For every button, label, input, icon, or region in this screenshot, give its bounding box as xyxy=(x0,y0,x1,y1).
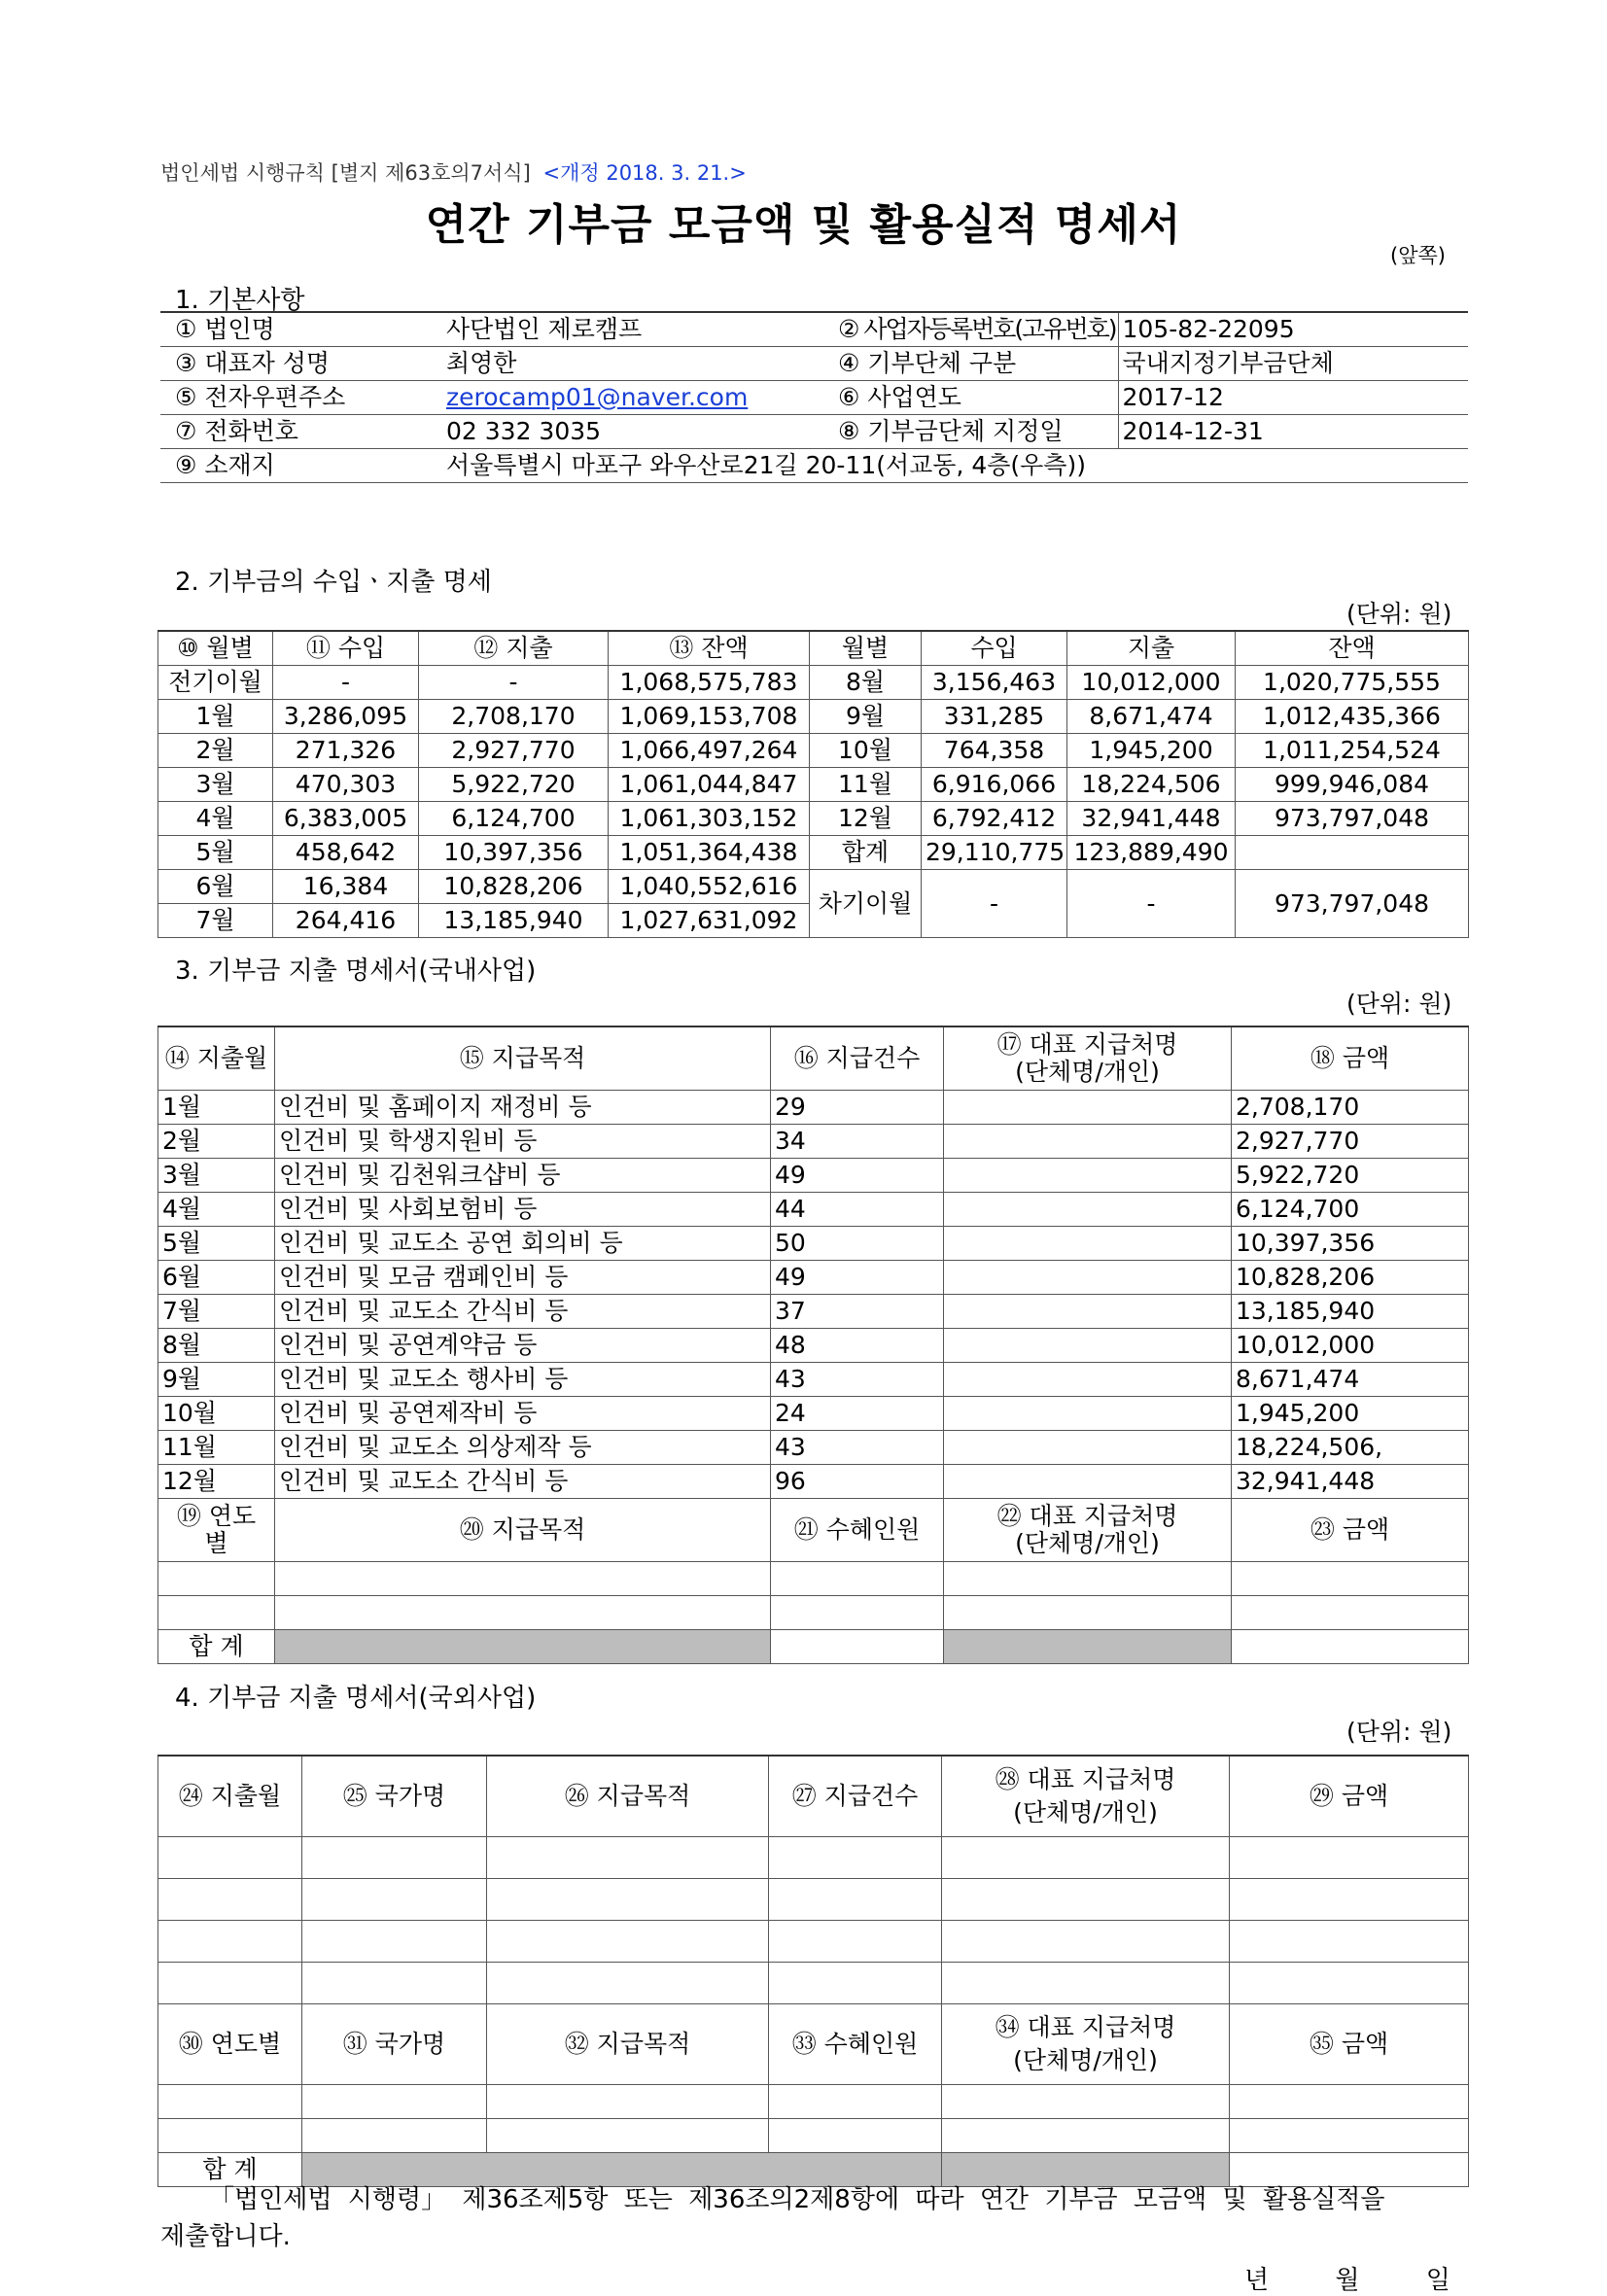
empty-cell xyxy=(1230,1837,1469,1879)
header-cell: ㉔ 지출월 xyxy=(158,1756,302,1837)
empty-cell xyxy=(487,1921,769,1963)
expense-amount: 2,708,170 xyxy=(419,700,609,734)
empty-cell xyxy=(769,2085,942,2119)
empty-cell xyxy=(302,1879,487,1921)
income-month: 8월 xyxy=(810,666,922,700)
domestic-amount: 13,185,940 xyxy=(1232,1295,1469,1329)
income-amount: 331,285 xyxy=(922,700,1067,734)
basic-row xyxy=(160,449,1468,483)
empty-cell xyxy=(302,2119,487,2153)
section-overseas-title: 4. 기부금 지출 명세서(국외사업) xyxy=(175,1684,537,1713)
value-representative: 최영한 xyxy=(442,347,826,381)
income-row xyxy=(158,768,1469,802)
income-month: 합계 xyxy=(810,836,922,870)
header-recipient-line1: ㉘ 대표 지급처명 xyxy=(995,1765,1176,1793)
domestic-recipient xyxy=(944,1363,1232,1397)
domestic-recipient xyxy=(944,1261,1232,1295)
form-ref-text: 법인세법 시행규칙 [별지 제63호의7서식] xyxy=(160,161,531,185)
balance-amount: 1,012,435,366 xyxy=(1236,700,1469,734)
empty-cell xyxy=(158,1837,302,1879)
income-month: 9월 xyxy=(810,700,922,734)
value-designation-date: 2014-12-31 xyxy=(1118,415,1468,449)
income-header-cell: 지출 xyxy=(1067,631,1236,666)
revision-note: <개정 2018. 3. 21.> xyxy=(542,161,747,185)
domestic-recipient xyxy=(944,1431,1232,1465)
empty-cell xyxy=(158,1596,275,1630)
income-month: 12월 xyxy=(810,802,922,836)
domestic-purpose: 인건비 및 사회보험비 등 xyxy=(275,1193,771,1227)
expense-amount: 10,397,356 xyxy=(419,836,609,870)
header-amount: ㉓ 금액 xyxy=(1232,1499,1469,1562)
income-amount: 6,916,066 xyxy=(922,768,1067,802)
header-purpose: ⑮ 지급목적 xyxy=(275,1026,771,1091)
domestic-recipient xyxy=(944,1329,1232,1363)
header-recipient xyxy=(942,2004,1230,2085)
empty-cell xyxy=(487,2085,769,2119)
empty-cell xyxy=(1230,1921,1469,1963)
header-expense-month: ⑭ 지출월 xyxy=(158,1026,275,1091)
domestic-purpose: 인건비 및 교도소 간식비 등 xyxy=(275,1295,771,1329)
expense-amount: 13,185,940 xyxy=(419,904,609,938)
form-reference xyxy=(160,157,747,187)
value-fiscal-year: 2017-12 xyxy=(1118,381,1468,415)
domestic-month: 3월 xyxy=(158,1159,275,1193)
expense-amount: 123,889,490 xyxy=(1067,836,1236,870)
domestic-recipient xyxy=(944,1091,1232,1125)
domestic-month: 2월 xyxy=(158,1125,275,1159)
empty-cell xyxy=(487,1963,769,2004)
overseas-empty-row xyxy=(158,2119,1469,2153)
domestic-amount: 10,828,206 xyxy=(1232,1261,1469,1295)
domestic-amount: 2,927,770 xyxy=(1232,1125,1469,1159)
empty-cell xyxy=(275,1562,771,1596)
header-amount: ⑱ 금액 xyxy=(1232,1026,1469,1091)
expense-amount: 6,124,700 xyxy=(419,802,609,836)
domestic-count: 50 xyxy=(771,1227,944,1261)
total-cell xyxy=(771,1630,944,1664)
label-email: ⑤ 전자우편주소 xyxy=(160,381,442,415)
basic-row xyxy=(160,415,1468,449)
header-recipient-line2: (단체명/개인) xyxy=(1013,2046,1158,2074)
email-link[interactable]: zerocamp01@naver.com xyxy=(446,383,749,411)
income-amount: 764,358 xyxy=(922,734,1067,768)
domestic-purpose: 인건비 및 공연계약금 등 xyxy=(275,1329,771,1363)
income-header-cell: ⑬ 잔액 xyxy=(609,631,810,666)
overseas-header2-row xyxy=(158,2004,1469,2085)
header-recipient xyxy=(944,1499,1232,1562)
empty-cell xyxy=(302,1837,487,1879)
header-cell: ㉙ 금액 xyxy=(1230,1756,1469,1837)
domestic-empty-row xyxy=(158,1562,1469,1596)
domestic-month: 5월 xyxy=(158,1227,275,1261)
balance-amount: 973,797,048 xyxy=(1236,802,1469,836)
income-amount: 29,110,775 xyxy=(922,836,1067,870)
domestic-count: 29 xyxy=(771,1091,944,1125)
label-representative: ③ 대표자 성명 xyxy=(160,347,442,381)
empty-cell xyxy=(158,2085,302,2119)
domestic-month: 6월 xyxy=(158,1261,275,1295)
header-cell: ㉗ 지급건수 xyxy=(769,1756,942,1837)
domestic-month: 4월 xyxy=(158,1193,275,1227)
income-month: 6월 xyxy=(158,870,273,904)
header-cell: ㉝ 수혜인원 xyxy=(769,2004,942,2085)
overseas-empty-row xyxy=(158,1837,1469,1879)
empty-cell xyxy=(942,1879,1230,1921)
income-amount: 16,384 xyxy=(273,870,419,904)
empty-cell xyxy=(487,1879,769,1921)
overseas-empty-row xyxy=(158,1879,1469,1921)
domestic-amount: 5,922,720 xyxy=(1232,1159,1469,1193)
domestic-row xyxy=(158,1397,1469,1431)
value-corp-name: 사단법인 제로캠프 xyxy=(442,312,826,347)
empty-cell xyxy=(769,1879,942,1921)
income-month: 7월 xyxy=(158,904,273,938)
domestic-amount: 2,708,170 xyxy=(1232,1091,1469,1125)
empty-cell xyxy=(302,1963,487,2004)
domestic-purpose: 인건비 및 홈페이지 재정비 등 xyxy=(275,1091,771,1125)
empty-cell xyxy=(487,2119,769,2153)
domestic-purpose: 인건비 및 교도소 공연 회의비 등 xyxy=(275,1227,771,1261)
domestic-month: 7월 xyxy=(158,1295,275,1329)
expense-amount: 5,922,720 xyxy=(419,768,609,802)
value-org-type: 국내지정기부금단체 xyxy=(1118,347,1468,381)
domestic-row xyxy=(158,1125,1469,1159)
domestic-row xyxy=(158,1159,1469,1193)
domestic-month: 12월 xyxy=(158,1465,275,1499)
balance-amount: 1,061,044,847 xyxy=(609,768,810,802)
expense-amount: - xyxy=(419,666,609,700)
section-income-title: 2. 기부금의 수입ㆍ지출 명세 xyxy=(175,568,492,597)
header-year-line1: ⑲ 연도 xyxy=(176,1502,257,1530)
income-header-cell: ⑫ 지출 xyxy=(419,631,609,666)
domestic-count: 34 xyxy=(771,1125,944,1159)
income-month: 전기이월 xyxy=(158,666,273,700)
expense-amount: 10,012,000 xyxy=(1067,666,1236,700)
balance-amount: 1,027,631,092 xyxy=(609,904,810,938)
empty-cell xyxy=(158,1921,302,1963)
income-month: 1월 xyxy=(158,700,273,734)
balance-amount: 1,040,552,616 xyxy=(609,870,810,904)
domestic-amount: 6,124,700 xyxy=(1232,1193,1469,1227)
empty-cell xyxy=(769,1963,942,2004)
income-month: 4월 xyxy=(158,802,273,836)
domestic-empty-row xyxy=(158,1596,1469,1630)
empty-cell xyxy=(302,1921,487,1963)
domestic-amount: 10,397,356 xyxy=(1232,1227,1469,1261)
empty-cell xyxy=(942,1921,1230,1963)
domestic-row xyxy=(158,1227,1469,1261)
domestic-row xyxy=(158,1261,1469,1295)
empty-cell xyxy=(1232,1596,1469,1630)
domestic-recipient xyxy=(944,1159,1232,1193)
overseas-header-row xyxy=(158,1756,1469,1837)
domestic-count: 44 xyxy=(771,1193,944,1227)
total-gray-cell xyxy=(944,1630,1232,1664)
income-expense-table xyxy=(157,630,1469,938)
header-recipient-line2: (단체명/개인) xyxy=(1015,1058,1160,1086)
domestic-recipient xyxy=(944,1295,1232,1329)
carry-income: - xyxy=(922,870,1067,938)
basic-row xyxy=(160,312,1468,347)
balance-amount: 1,061,303,152 xyxy=(609,802,810,836)
value-address: 서울특별시 마포구 와우산로21길 20-11(서교동, 4층(우측)) xyxy=(442,449,1468,483)
empty-cell xyxy=(158,1562,275,1596)
income-amount: 458,642 xyxy=(273,836,419,870)
header-recipient-line1: ⑰ 대표 지급처명 xyxy=(996,1030,1178,1059)
domestic-month: 10월 xyxy=(158,1397,275,1431)
domestic-month: 1월 xyxy=(158,1091,275,1125)
domestic-header-row xyxy=(158,1026,1469,1091)
balance-amount xyxy=(1236,836,1469,870)
header-cell: ㉟ 금액 xyxy=(1230,2004,1469,2085)
expense-amount: 32,941,448 xyxy=(1067,802,1236,836)
section-domestic-title: 3. 기부금 지출 명세서(국내사업) xyxy=(175,957,537,986)
expense-amount: 2,927,770 xyxy=(419,734,609,768)
income-month: 11월 xyxy=(810,768,922,802)
empty-cell xyxy=(771,1596,944,1630)
income-row xyxy=(158,802,1469,836)
label-fiscal-year: ⑥ 사업연도 xyxy=(826,381,1118,415)
empty-cell xyxy=(158,2119,302,2153)
balance-amount: 1,020,775,555 xyxy=(1236,666,1469,700)
empty-cell xyxy=(302,2085,487,2119)
header-recipient-line2: (단체명/개인) xyxy=(1015,1529,1160,1557)
income-row xyxy=(158,734,1469,768)
income-month: 3월 xyxy=(158,768,273,802)
empty-cell xyxy=(1230,2085,1469,2119)
label-org-type: ④ 기부단체 구분 xyxy=(826,347,1118,381)
header-recipient-line1: ㉞ 대표 지급처명 xyxy=(995,2013,1176,2041)
income-month: 10월 xyxy=(810,734,922,768)
domestic-recipient xyxy=(944,1465,1232,1499)
expense-amount: 8,671,474 xyxy=(1067,700,1236,734)
domestic-row xyxy=(158,1465,1469,1499)
income-header-cell: ⑩ 월별 xyxy=(158,631,273,666)
income-header-cell: ⑪ 수입 xyxy=(273,631,419,666)
domestic-month: 8월 xyxy=(158,1329,275,1363)
page-title: 연간 기부금 모금액 및 활용실적 명세서 xyxy=(425,200,1182,250)
header-purpose: ⑳ 지급목적 xyxy=(275,1499,771,1562)
empty-cell xyxy=(158,1879,302,1921)
empty-cell xyxy=(1230,2119,1469,2153)
label-biz-number: ② 사업자등록번호(고유번호) xyxy=(826,312,1118,347)
submission-statement-2: 제출합니다. xyxy=(160,2222,291,2251)
header-recipient xyxy=(942,1756,1230,1837)
header-cell: ㉚ 연도별 xyxy=(158,2004,302,2085)
basic-row xyxy=(160,347,1468,381)
empty-cell xyxy=(275,1596,771,1630)
total-label: 합 계 xyxy=(158,1630,275,1664)
domestic-amount: 10,012,000 xyxy=(1232,1329,1469,1363)
empty-cell xyxy=(942,1963,1230,2004)
header-cell: ㉜ 지급목적 xyxy=(487,2004,769,2085)
income-row xyxy=(158,836,1469,870)
domestic-month: 11월 xyxy=(158,1431,275,1465)
domestic-amount: 8,671,474 xyxy=(1232,1363,1469,1397)
empty-cell xyxy=(942,2119,1230,2153)
domestic-purpose: 인건비 및 모금 캠페인비 등 xyxy=(275,1261,771,1295)
submission-statement xyxy=(209,2179,1385,2215)
value-email[interactable] xyxy=(442,381,826,415)
header-cell: ㉕ 국가명 xyxy=(302,1756,487,1837)
expense-amount: 18,224,506 xyxy=(1067,768,1236,802)
domestic-purpose: 인건비 및 김천워크샵비 등 xyxy=(275,1159,771,1193)
header-cell: ㉖ 지급목적 xyxy=(487,1756,769,1837)
empty-cell xyxy=(942,1837,1230,1879)
income-row xyxy=(158,870,1469,904)
header-cell: ㉛ 국가명 xyxy=(302,2004,487,2085)
domestic-count: 48 xyxy=(771,1329,944,1363)
domestic-count: 43 xyxy=(771,1431,944,1465)
total-gray-cell xyxy=(275,1630,771,1664)
domestic-unit: (단위: 원) xyxy=(1346,990,1452,1018)
empty-cell xyxy=(487,1837,769,1879)
income-header-cell: 수입 xyxy=(922,631,1067,666)
empty-cell xyxy=(158,1963,302,2004)
empty-cell xyxy=(1232,1562,1469,1596)
expense-amount: 1,945,200 xyxy=(1067,734,1236,768)
domestic-header2-row xyxy=(158,1499,1469,1562)
income-amount: 470,303 xyxy=(273,768,419,802)
domestic-row xyxy=(158,1193,1469,1227)
income-amount: 271,326 xyxy=(273,734,419,768)
total-label: 합 계 xyxy=(158,2153,302,2187)
income-amount: - xyxy=(273,666,419,700)
value-phone: 02 332 3035 xyxy=(442,415,826,449)
income-header-cell: 잔액 xyxy=(1236,631,1469,666)
income-header-cell: 월별 xyxy=(810,631,922,666)
empty-cell xyxy=(771,1562,944,1596)
header-year-line2: 별 xyxy=(204,1529,228,1557)
value-biz-number: 105-82-22095 xyxy=(1118,312,1468,347)
carry-expense: - xyxy=(1067,870,1236,938)
balance-amount: 999,946,084 xyxy=(1236,768,1469,802)
income-month: 5월 xyxy=(158,836,273,870)
balance-amount: 1,068,575,783 xyxy=(609,666,810,700)
empty-cell xyxy=(1230,1879,1469,1921)
balance-amount: 1,066,497,264 xyxy=(609,734,810,768)
page-side-label: (앞쪽) xyxy=(1390,244,1446,267)
balance-amount: 1,051,364,438 xyxy=(609,836,810,870)
balance-amount: 1,069,153,708 xyxy=(609,700,810,734)
income-amount: 264,416 xyxy=(273,904,419,938)
header-beneficiaries: ㉑ 수혜인원 xyxy=(771,1499,944,1562)
empty-cell xyxy=(769,1921,942,1963)
domestic-expense-table xyxy=(157,1026,1469,1664)
domestic-row xyxy=(158,1329,1469,1363)
income-row xyxy=(158,666,1469,700)
domestic-purpose: 인건비 및 교도소 의상제작 등 xyxy=(275,1431,771,1465)
domestic-count: 24 xyxy=(771,1397,944,1431)
basic-info-table xyxy=(160,311,1468,483)
label-address: ⑨ 소재지 xyxy=(160,449,442,483)
income-unit: (단위: 원) xyxy=(1346,600,1452,628)
domestic-recipient xyxy=(944,1397,1232,1431)
overseas-empty-row xyxy=(158,2085,1469,2119)
income-amount: 3,156,463 xyxy=(922,666,1067,700)
overseas-unit: (단위: 원) xyxy=(1346,1718,1452,1746)
domestic-count: 49 xyxy=(771,1159,944,1193)
domestic-row xyxy=(158,1363,1469,1397)
income-month: 2월 xyxy=(158,734,273,768)
domestic-month: 9월 xyxy=(158,1363,275,1397)
label-phone: ⑦ 전화번호 xyxy=(160,415,442,449)
header-recipient-line1: ㉒ 대표 지급처명 xyxy=(996,1502,1178,1530)
carry-balance: 973,797,048 xyxy=(1236,870,1469,938)
domestic-recipient xyxy=(944,1125,1232,1159)
domestic-row xyxy=(158,1431,1469,1465)
domestic-recipient xyxy=(944,1193,1232,1227)
overseas-empty-row xyxy=(158,1921,1469,1963)
domestic-count: 43 xyxy=(771,1363,944,1397)
domestic-purpose: 인건비 및 학생지원비 등 xyxy=(275,1125,771,1159)
income-header-row xyxy=(158,631,1469,666)
domestic-recipient xyxy=(944,1227,1232,1261)
domestic-amount: 1,945,200 xyxy=(1232,1397,1469,1431)
domestic-total-row xyxy=(158,1630,1469,1664)
domestic-count: 49 xyxy=(771,1261,944,1295)
empty-cell xyxy=(769,2119,942,2153)
domestic-count: 37 xyxy=(771,1295,944,1329)
section-basic-title: 1. 기본사항 xyxy=(175,286,305,315)
carry-forward-label: 차기이월 xyxy=(810,870,922,938)
statement-line1: 「법인세법 시행령」 제36조제5항 또는 제36조의2제8항에 따라 연간 기부금 모금액 및 활용실적을 xyxy=(209,2185,1385,2214)
domestic-purpose: 인건비 및 공연제작비 등 xyxy=(275,1397,771,1431)
header-year xyxy=(158,1499,275,1562)
empty-cell xyxy=(769,1837,942,1879)
domestic-count: 96 xyxy=(771,1465,944,1499)
submission-date: 년 월 일 xyxy=(1244,2266,1450,2295)
income-amount: 3,286,095 xyxy=(273,700,419,734)
expense-amount: 10,828,206 xyxy=(419,870,609,904)
income-amount: 6,792,412 xyxy=(922,802,1067,836)
basic-row xyxy=(160,381,1468,415)
income-row xyxy=(158,700,1469,734)
overseas-expense-table xyxy=(157,1755,1469,2187)
domestic-purpose: 인건비 및 교도소 간식비 등 xyxy=(275,1465,771,1499)
overseas-empty-row xyxy=(158,1963,1469,2004)
header-count: ⑯ 지급건수 xyxy=(771,1026,944,1091)
header-recipient xyxy=(944,1026,1232,1091)
empty-cell xyxy=(944,1596,1232,1630)
domestic-purpose: 인건비 및 교도소 행사비 등 xyxy=(275,1363,771,1397)
domestic-row xyxy=(158,1295,1469,1329)
domestic-amount: 32,941,448 xyxy=(1232,1465,1469,1499)
balance-amount: 1,011,254,524 xyxy=(1236,734,1469,768)
empty-cell xyxy=(944,1562,1232,1596)
domestic-amount: 18,224,506, xyxy=(1232,1431,1469,1465)
income-amount: 6,383,005 xyxy=(273,802,419,836)
empty-cell xyxy=(1230,1963,1469,2004)
domestic-row xyxy=(158,1091,1469,1125)
label-designation-date: ⑧ 기부금단체 지정일 xyxy=(826,415,1118,449)
header-recipient-line2: (단체명/개인) xyxy=(1013,1798,1158,1826)
empty-cell xyxy=(942,2085,1230,2119)
label-corp-name: ① 법인명 xyxy=(160,312,442,347)
total-cell xyxy=(1232,1630,1469,1664)
